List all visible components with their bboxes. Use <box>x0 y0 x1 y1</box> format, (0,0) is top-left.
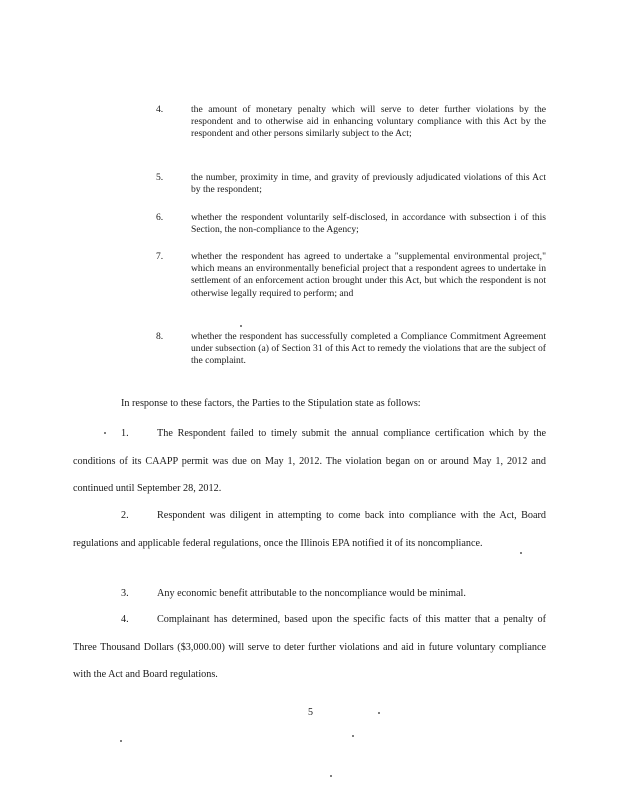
stipulation-paragraph <box>73 420 546 503</box>
scan-speck <box>120 740 122 742</box>
scan-speck <box>330 775 332 777</box>
stipulation-paragraph <box>73 606 546 689</box>
factor-item <box>156 212 546 238</box>
factor-number: 7. <box>156 251 164 262</box>
scan-speck <box>520 552 522 554</box>
scan-speck <box>378 712 380 714</box>
factor-number: 8. <box>156 331 164 342</box>
intro-paragraph: In response to these factors, the Parties to the Stipulation state as follows: <box>121 398 421 409</box>
paragraph-text: Any economic benefit attributable to the noncompliance would be minimal. <box>157 588 466 599</box>
factor-text: whether the respondent has agreed to undertake a "supplemental environmental project," which means an environmentally beneficial project that a respondent agrees to undertake in settlement of an enforcement action brought under this Act, but which the respondent is not otherwise legally required to perform; and <box>191 251 546 299</box>
paragraph-number: 4. <box>121 614 129 625</box>
factor-number: 4. <box>156 104 164 115</box>
paragraph-text: Complainant has determined, based upon the specific facts of this matter that a penalty of Three Thousand Dollars ($3,000.00) will serve to deter further violations and aid in future voluntary compliance with the Act and Board regulations. <box>73 614 546 680</box>
factor-text: whether the respondent voluntarily self-disclosed, in accordance with subsection i of this Section, the non-compliance to the Agency; <box>191 212 546 236</box>
paragraph-number: 3. <box>121 588 129 599</box>
paragraph-number: 2. <box>121 510 129 521</box>
paragraph-text: The Respondent failed to timely submit the annual compliance certification which by the conditions of its CAAPP permit was due on May 1, 2012. The violation began on or around May 1, 2012 and continued until September 28, 2012. <box>73 428 546 494</box>
factor-text: the number, proximity in time, and gravity of previously adjudicated violations of this Act by the respondent; <box>191 172 546 196</box>
scan-speck <box>352 735 354 737</box>
paragraph-text: Respondent was diligent in attempting to come back into compliance with the Act, Board regulations and applicable federal regulations, once the Illinois EPA notified it of its noncompliance. <box>73 510 546 549</box>
factor-number: 6. <box>156 212 164 223</box>
factor-number: 5. <box>156 172 164 183</box>
page-number: 5 <box>308 707 313 718</box>
factor-text: the amount of monetary penalty which will serve to deter further violations by the respondent and to otherwise aid in enhancing voluntary compliance with this Act by the respondent and other persons similarly subject to the Act; <box>191 104 546 140</box>
factor-item <box>156 331 546 369</box>
factor-item <box>156 104 546 154</box>
stipulation-paragraph <box>73 580 546 608</box>
factor-item <box>156 251 546 313</box>
scan-speck <box>104 432 106 434</box>
scan-speck <box>240 325 242 327</box>
factor-item <box>156 172 546 198</box>
stipulation-paragraph <box>73 502 546 557</box>
paragraph-number: 1. <box>121 428 129 439</box>
factor-text: whether the respondent has successfully completed a Compliance Commitment Agreement under subsection (a) of Section 31 of this Act to remedy the violations that are the subject of the complaint. <box>191 331 546 367</box>
